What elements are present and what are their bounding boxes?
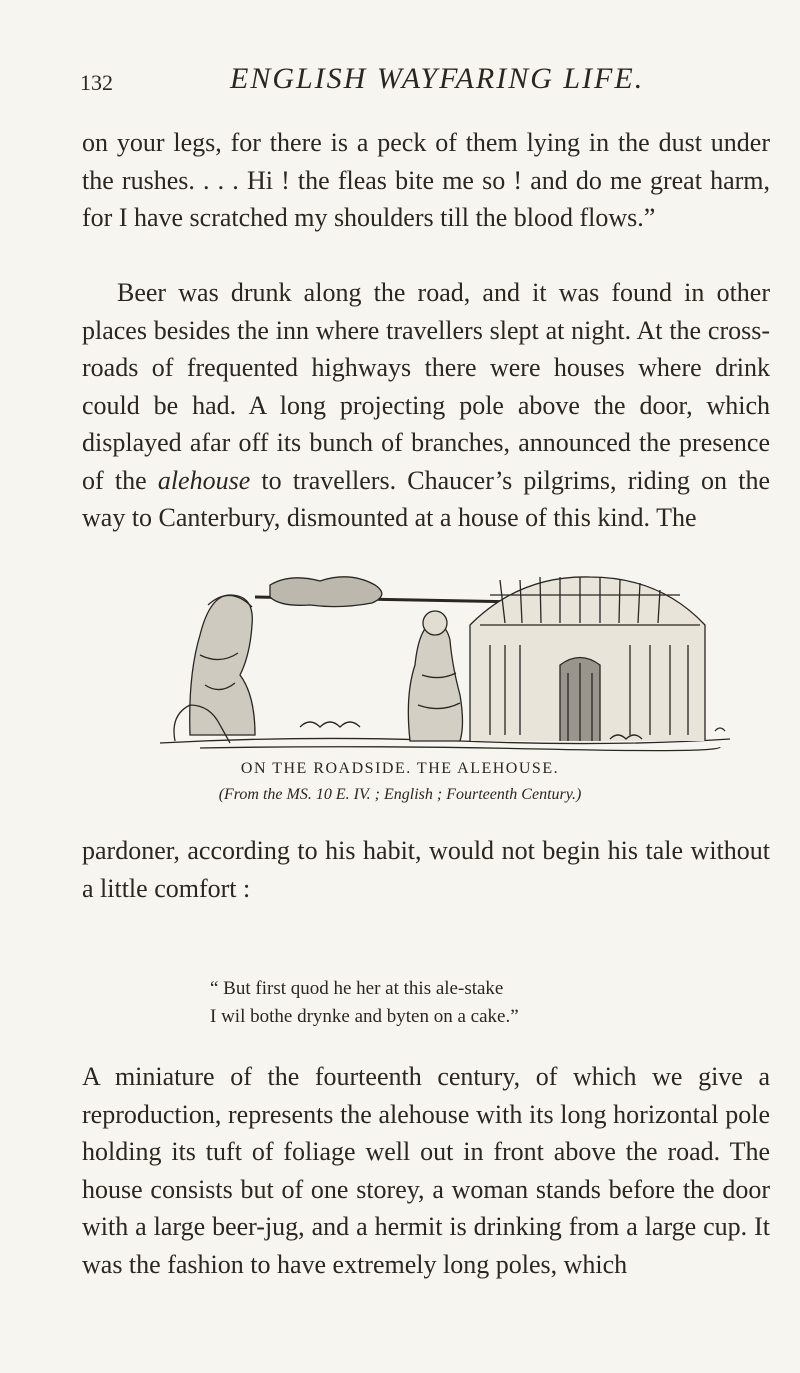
- running-title: ENGLISH WAYFARING LIFE.: [230, 62, 645, 95]
- paragraph-beer-start: Beer was drunk along the road, and it was found in other places besides the inn where travellers slept at night. At the cross-roads of frequented highways there were houses where drink could be had. A long projecting pole above the door, which displayed afar off its bunch of branches, announced the presence of the: [82, 278, 770, 495]
- paragraph-beer-end: to travellers. Chaucer’s pilgrims, riding on the way to Canterbury, dismounted at a house of this kind. The: [82, 465, 770, 532]
- alehouse-italic-word: alehouse: [157, 465, 251, 495]
- verse-line-1: “ But first quod he her at this ale-stake: [210, 978, 504, 999]
- verse-quotation: [210, 975, 519, 1031]
- verse-line-2: I wil bothe drynke and byten on a cake.”: [210, 1006, 519, 1027]
- paragraph-fleas: on your legs, for there is a peck of them lying in the dust under the rushes. . . . Hi ! the fleas bite me so ! and do me great harm, for I have scratched my shoulders till the blood flows.”: [82, 128, 770, 232]
- page-header: [80, 62, 740, 102]
- paragraph-beer: [82, 274, 770, 537]
- alehouse-illustration: [160, 555, 730, 765]
- paragraph-pardoner: pardoner, according to his habit, would not begin his tale without a little comfort :: [82, 836, 770, 903]
- figure-source: (From the MS. 10 E. IV. ; English ; Fourteenth Century.): [218, 786, 582, 803]
- figure-caption: ON THE ROADSIDE. THE ALEHOUSE.: [240, 760, 560, 777]
- paragraph-miniature: A miniature of the fourteenth century, of which we give a reproduction, represents the alehouse with its long horizontal pole holding its tuft of foliage well out in front above the road. The house consists but of one storey, a woman stands before the door with a large beer-jug, and a hermit is drinking from a large cup. It was the fashion to have extremely long poles, which: [82, 1062, 770, 1279]
- page-number: 132: [80, 70, 113, 95]
